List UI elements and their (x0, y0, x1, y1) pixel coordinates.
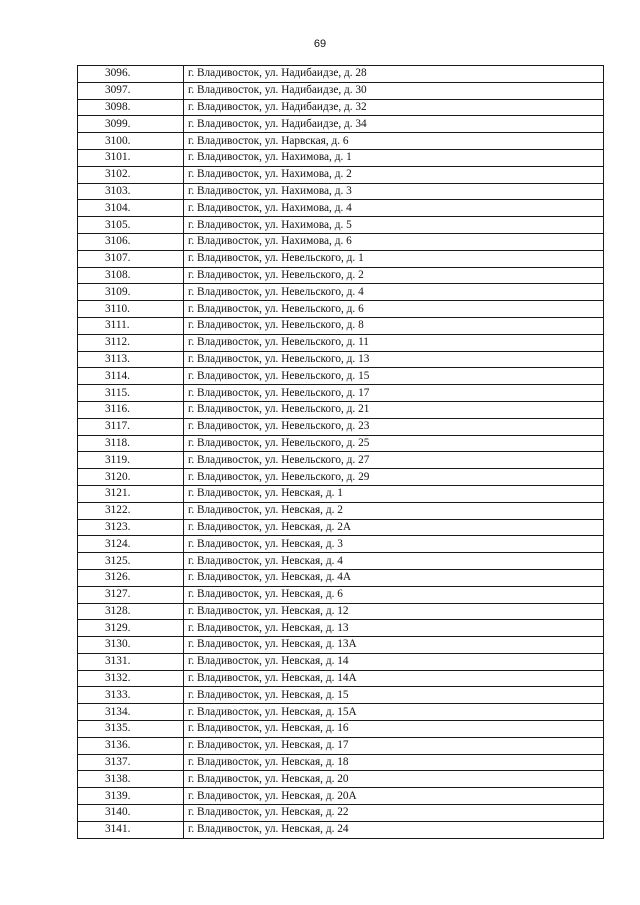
table-row (78, 771, 604, 788)
table-row (78, 603, 604, 620)
row-address: г. Владивосток, ул. Невская, д. 20 (184, 771, 604, 788)
row-address: г. Владивосток, ул. Невельского, д. 11 (184, 334, 604, 351)
row-number: 3122. (78, 502, 184, 519)
row-number: 3102. (78, 166, 184, 183)
row-address: г. Владивосток, ул. Нахимова, д. 4 (184, 200, 604, 217)
row-address: г. Владивосток, ул. Невская, д. 16 (184, 721, 604, 738)
row-address: г. Владивосток, ул. Невельского, д. 25 (184, 435, 604, 452)
row-number: 3107. (78, 250, 184, 267)
table-row (78, 301, 604, 318)
row-address: г. Владивосток, ул. Невская, д. 3 (184, 536, 604, 553)
row-number: 3121. (78, 485, 184, 502)
table-row (78, 721, 604, 738)
row-address: г. Владивосток, ул. Невская, д. 2 (184, 502, 604, 519)
row-number: 3139. (78, 788, 184, 805)
row-address: г. Владивосток, ул. Невельского, д. 13 (184, 351, 604, 368)
table-row (78, 116, 604, 133)
row-address: г. Владивосток, ул. Невская, д. 24 (184, 821, 604, 838)
table-row (78, 82, 604, 99)
row-number: 3125. (78, 553, 184, 570)
row-address: г. Владивосток, ул. Надибаидзе, д. 32 (184, 99, 604, 116)
row-number: 3136. (78, 737, 184, 754)
row-number: 3106. (78, 233, 184, 250)
row-address: г. Владивосток, ул. Невская, д. 2А (184, 519, 604, 536)
row-number: 3109. (78, 284, 184, 301)
row-number: 3118. (78, 435, 184, 452)
row-number: 3114. (78, 368, 184, 385)
row-address: г. Владивосток, ул. Невская, д. 4 (184, 553, 604, 570)
table-row (78, 586, 604, 603)
row-address: г. Владивосток, ул. Невельского, д. 21 (184, 401, 604, 418)
table-row (78, 519, 604, 536)
row-number: 3123. (78, 519, 184, 536)
table-row (78, 166, 604, 183)
row-address: г. Владивосток, ул. Невельского, д. 27 (184, 452, 604, 469)
row-number: 3111. (78, 317, 184, 334)
row-address: г. Владивосток, ул. Невельского, д. 29 (184, 469, 604, 486)
row-number: 3130. (78, 637, 184, 654)
row-number: 3132. (78, 670, 184, 687)
row-address: г. Владивосток, ул. Невская, д. 6 (184, 586, 604, 603)
address-table (77, 65, 604, 839)
table-row (78, 334, 604, 351)
table-row (78, 66, 604, 83)
row-number: 3110. (78, 301, 184, 318)
row-address: г. Владивосток, ул. Невская, д. 22 (184, 805, 604, 822)
row-number: 3131. (78, 653, 184, 670)
table-row (78, 653, 604, 670)
table-row (78, 217, 604, 234)
table-row (78, 435, 604, 452)
row-address: г. Владивосток, ул. Невская, д. 20А (184, 788, 604, 805)
table-row (78, 536, 604, 553)
table-row (78, 569, 604, 586)
row-address: г. Владивосток, ул. Невельского, д. 8 (184, 317, 604, 334)
table-row (78, 687, 604, 704)
row-address: г. Владивосток, ул. Невельского, д. 6 (184, 301, 604, 318)
row-number: 3138. (78, 771, 184, 788)
row-address: г. Владивосток, ул. Надибаидзе, д. 34 (184, 116, 604, 133)
table-row (78, 385, 604, 402)
table-row (78, 553, 604, 570)
row-number: 3128. (78, 603, 184, 620)
row-address: г. Владивосток, ул. Невельского, д. 17 (184, 385, 604, 402)
table-row (78, 368, 604, 385)
row-address: г. Владивосток, ул. Нахимова, д. 5 (184, 217, 604, 234)
table-row (78, 183, 604, 200)
row-number: 3120. (78, 469, 184, 486)
row-number: 3113. (78, 351, 184, 368)
row-address: г. Владивосток, ул. Невельского, д. 2 (184, 267, 604, 284)
row-number: 3100. (78, 133, 184, 150)
table-row (78, 401, 604, 418)
table-row (78, 620, 604, 637)
table-row (78, 737, 604, 754)
row-number: 3101. (78, 149, 184, 166)
row-address: г. Владивосток, ул. Невская, д. 13 (184, 620, 604, 637)
row-address: г. Владивосток, ул. Невельского, д. 15 (184, 368, 604, 385)
table-row (78, 233, 604, 250)
row-number: 3126. (78, 569, 184, 586)
table-row (78, 670, 604, 687)
row-number: 3119. (78, 452, 184, 469)
row-address: г. Владивосток, ул. Нахимова, д. 3 (184, 183, 604, 200)
page-number: 69 (313, 38, 327, 50)
table-row (78, 805, 604, 822)
table-row (78, 485, 604, 502)
row-address: г. Владивосток, ул. Невская, д. 13А (184, 637, 604, 654)
row-number: 3103. (78, 183, 184, 200)
row-number: 3129. (78, 620, 184, 637)
row-number: 3104. (78, 200, 184, 217)
table-row (78, 351, 604, 368)
row-address: г. Владивосток, ул. Нахимова, д. 2 (184, 166, 604, 183)
row-address: г. Владивосток, ул. Невельского, д. 1 (184, 250, 604, 267)
row-number: 3140. (78, 805, 184, 822)
table-row (78, 754, 604, 771)
row-number: 3124. (78, 536, 184, 553)
address-table-body (78, 66, 604, 839)
row-number: 3135. (78, 721, 184, 738)
table-row (78, 99, 604, 116)
table-row (78, 200, 604, 217)
row-address: г. Владивосток, ул. Невская, д. 15 (184, 687, 604, 704)
row-number: 3099. (78, 116, 184, 133)
table-row (78, 317, 604, 334)
row-number: 3133. (78, 687, 184, 704)
row-address: г. Владивосток, ул. Невская, д. 14 (184, 653, 604, 670)
row-address: г. Владивосток, ул. Нахимова, д. 6 (184, 233, 604, 250)
row-number: 3117. (78, 418, 184, 435)
table-row (78, 469, 604, 486)
row-address: г. Владивосток, ул. Невская, д. 14А (184, 670, 604, 687)
table-row (78, 418, 604, 435)
row-number: 3127. (78, 586, 184, 603)
row-address: г. Владивосток, ул. Нахимова, д. 1 (184, 149, 604, 166)
row-number: 3116. (78, 401, 184, 418)
row-number: 3137. (78, 754, 184, 771)
table-row (78, 788, 604, 805)
table-row (78, 821, 604, 838)
row-number: 3105. (78, 217, 184, 234)
row-address: г. Владивосток, ул. Нарвская, д. 6 (184, 133, 604, 150)
row-address: г. Владивосток, ул. Невская, д. 1 (184, 485, 604, 502)
row-number: 3096. (78, 66, 184, 83)
table-row (78, 133, 604, 150)
row-address: г. Владивосток, ул. Невельского, д. 23 (184, 418, 604, 435)
row-address: г. Владивосток, ул. Невская, д. 12 (184, 603, 604, 620)
row-address: г. Владивосток, ул. Невская, д. 18 (184, 754, 604, 771)
row-number: 3098. (78, 99, 184, 116)
row-address: г. Владивосток, ул. Надибаидзе, д. 30 (184, 82, 604, 99)
row-address: г. Владивосток, ул. Невская, д. 17 (184, 737, 604, 754)
row-address: г. Владивосток, ул. Надибаидзе, д. 28 (184, 66, 604, 83)
row-address: г. Владивосток, ул. Невская, д. 15А (184, 704, 604, 721)
row-number: 3112. (78, 334, 184, 351)
table-row (78, 149, 604, 166)
row-number: 3097. (78, 82, 184, 99)
table-row (78, 250, 604, 267)
row-address: г. Владивосток, ул. Невельского, д. 4 (184, 284, 604, 301)
table-row (78, 502, 604, 519)
table-row (78, 267, 604, 284)
row-number: 3115. (78, 385, 184, 402)
row-number: 3141. (78, 821, 184, 838)
row-number: 3108. (78, 267, 184, 284)
table-row (78, 284, 604, 301)
table-row (78, 637, 604, 654)
table-row (78, 704, 604, 721)
table-row (78, 452, 604, 469)
row-number: 3134. (78, 704, 184, 721)
row-address: г. Владивосток, ул. Невская, д. 4А (184, 569, 604, 586)
